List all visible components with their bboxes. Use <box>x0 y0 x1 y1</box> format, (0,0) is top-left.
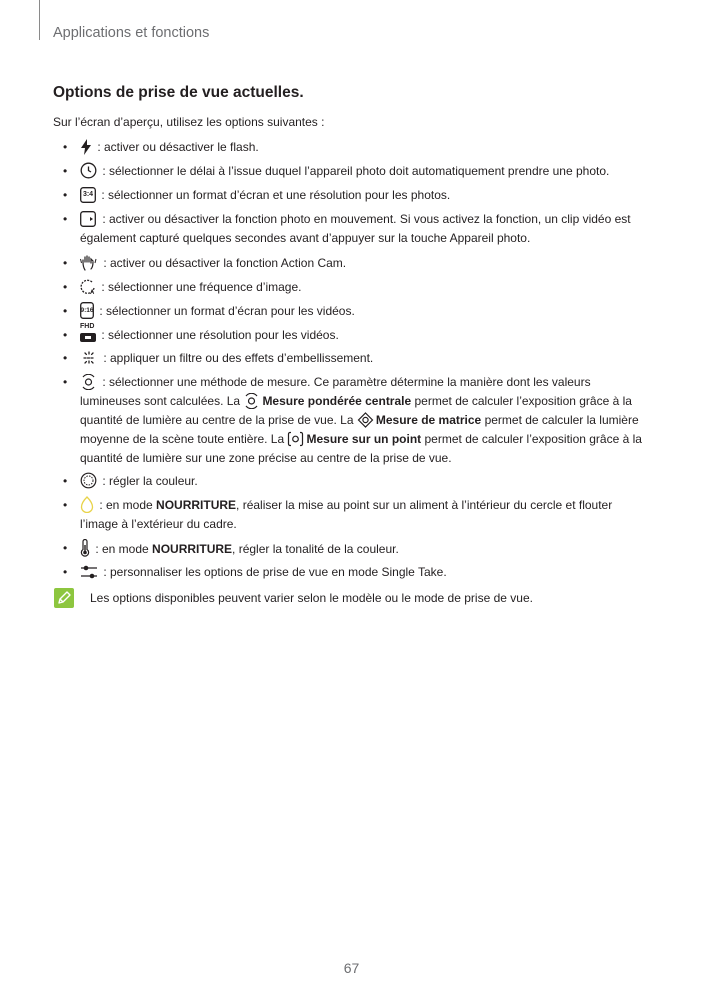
aspect-ratio-3-4-icon: 3:4 <box>80 187 96 203</box>
section-title: Options de prise de vue actuelles. <box>53 84 304 101</box>
timer-icon <box>80 162 97 179</box>
list-item: • : activer ou désactiver la fonction photo en mouvement. Si vous activez la fonction, un clip vidéo est également capturé quelques secondes avant d’appuyer sur la touche Appareil photo. <box>63 212 631 245</box>
note-pencil-icon <box>54 588 74 608</box>
intro-text: Sur l’écran d’aperçu, utilisez les options suivantes : <box>53 115 325 129</box>
list-item: • 9:16 : sélectionner un format d’écran pour les vidéos. <box>63 304 355 318</box>
svg-text:A: A <box>90 290 95 295</box>
list-item: • : activer ou désactiver la fonction Action Cam. <box>63 256 347 270</box>
note-text: Les options disponibles peuvent varier selon le modèle ou le mode de prise de vue. <box>90 591 533 605</box>
bullet: • <box>63 140 68 154</box>
side-rule <box>39 0 40 40</box>
frame-rate-icon <box>80 279 96 295</box>
list-item: • : en mode NOURRITURE, régler la tonalité de la couleur. <box>63 541 399 556</box>
aspect-ratio-9-16-icon: 9:16 <box>80 302 94 319</box>
list-item: • : appliquer un filtre ou des effets d’embellissement. <box>63 351 374 365</box>
food-focus-icon <box>80 496 94 513</box>
metering-item: • : sélectionner une méthode de mesure. Ce paramètre détermine la manière dont les valeurs lumineuses sont calculées. La Mesure pondérée centrale permet de calculer l’exposition grâce à la quantité de lumière au centre de la prise de vue. La Mesure de matrice permet de calculer la lumière moyenne de la scène toute entière. La Mesure sur un point permet de calculer l’exposition grâce à la quantité de lumière sur une zone précise au centre de la prise de vue. <box>63 375 642 465</box>
page-number: 67 <box>343 960 360 976</box>
fhd-resolution-icon: FHD <box>80 326 96 343</box>
filter-sparkle-icon <box>80 350 98 366</box>
list-item: • : activer ou désactiver le flash. <box>80 138 654 157</box>
list-item: • : personnaliser les options de prise de vue en mode Single Take. <box>63 565 447 579</box>
metering-center-icon <box>80 374 97 390</box>
list-item: • : sélectionner le délai à l’issue duquel l’appareil photo doit automatiquement prendre une photo. <box>63 164 610 178</box>
running-header: Applications et fonctions <box>53 25 210 41</box>
list-item: • 3:4 : sélectionner un format d’écran et une résolution pour les photos. <box>63 188 451 202</box>
spot-metering-icon <box>287 431 304 447</box>
matrix-metering-icon <box>357 412 374 428</box>
list-item: • FHD : sélectionner une résolution pour les vidéos. <box>63 323 339 342</box>
center-weighted-icon <box>243 393 260 409</box>
list-item: • : en mode NOURRITURE, réaliser la mise au point sur un aliment à l’intérieur du cercle et flouter l’image à l’extérieur du cadre. <box>63 498 613 531</box>
flash-icon <box>80 139 92 155</box>
settings-sliders-icon <box>80 564 98 580</box>
thermometer-icon <box>80 539 90 557</box>
list-item: • : régler la couleur. <box>63 474 198 488</box>
color-palette-icon <box>80 472 97 489</box>
list-item: • A : sélectionner une fréquence d’image. <box>63 280 302 295</box>
action-cam-hand-icon <box>80 255 98 271</box>
motion-photo-icon <box>80 211 97 227</box>
